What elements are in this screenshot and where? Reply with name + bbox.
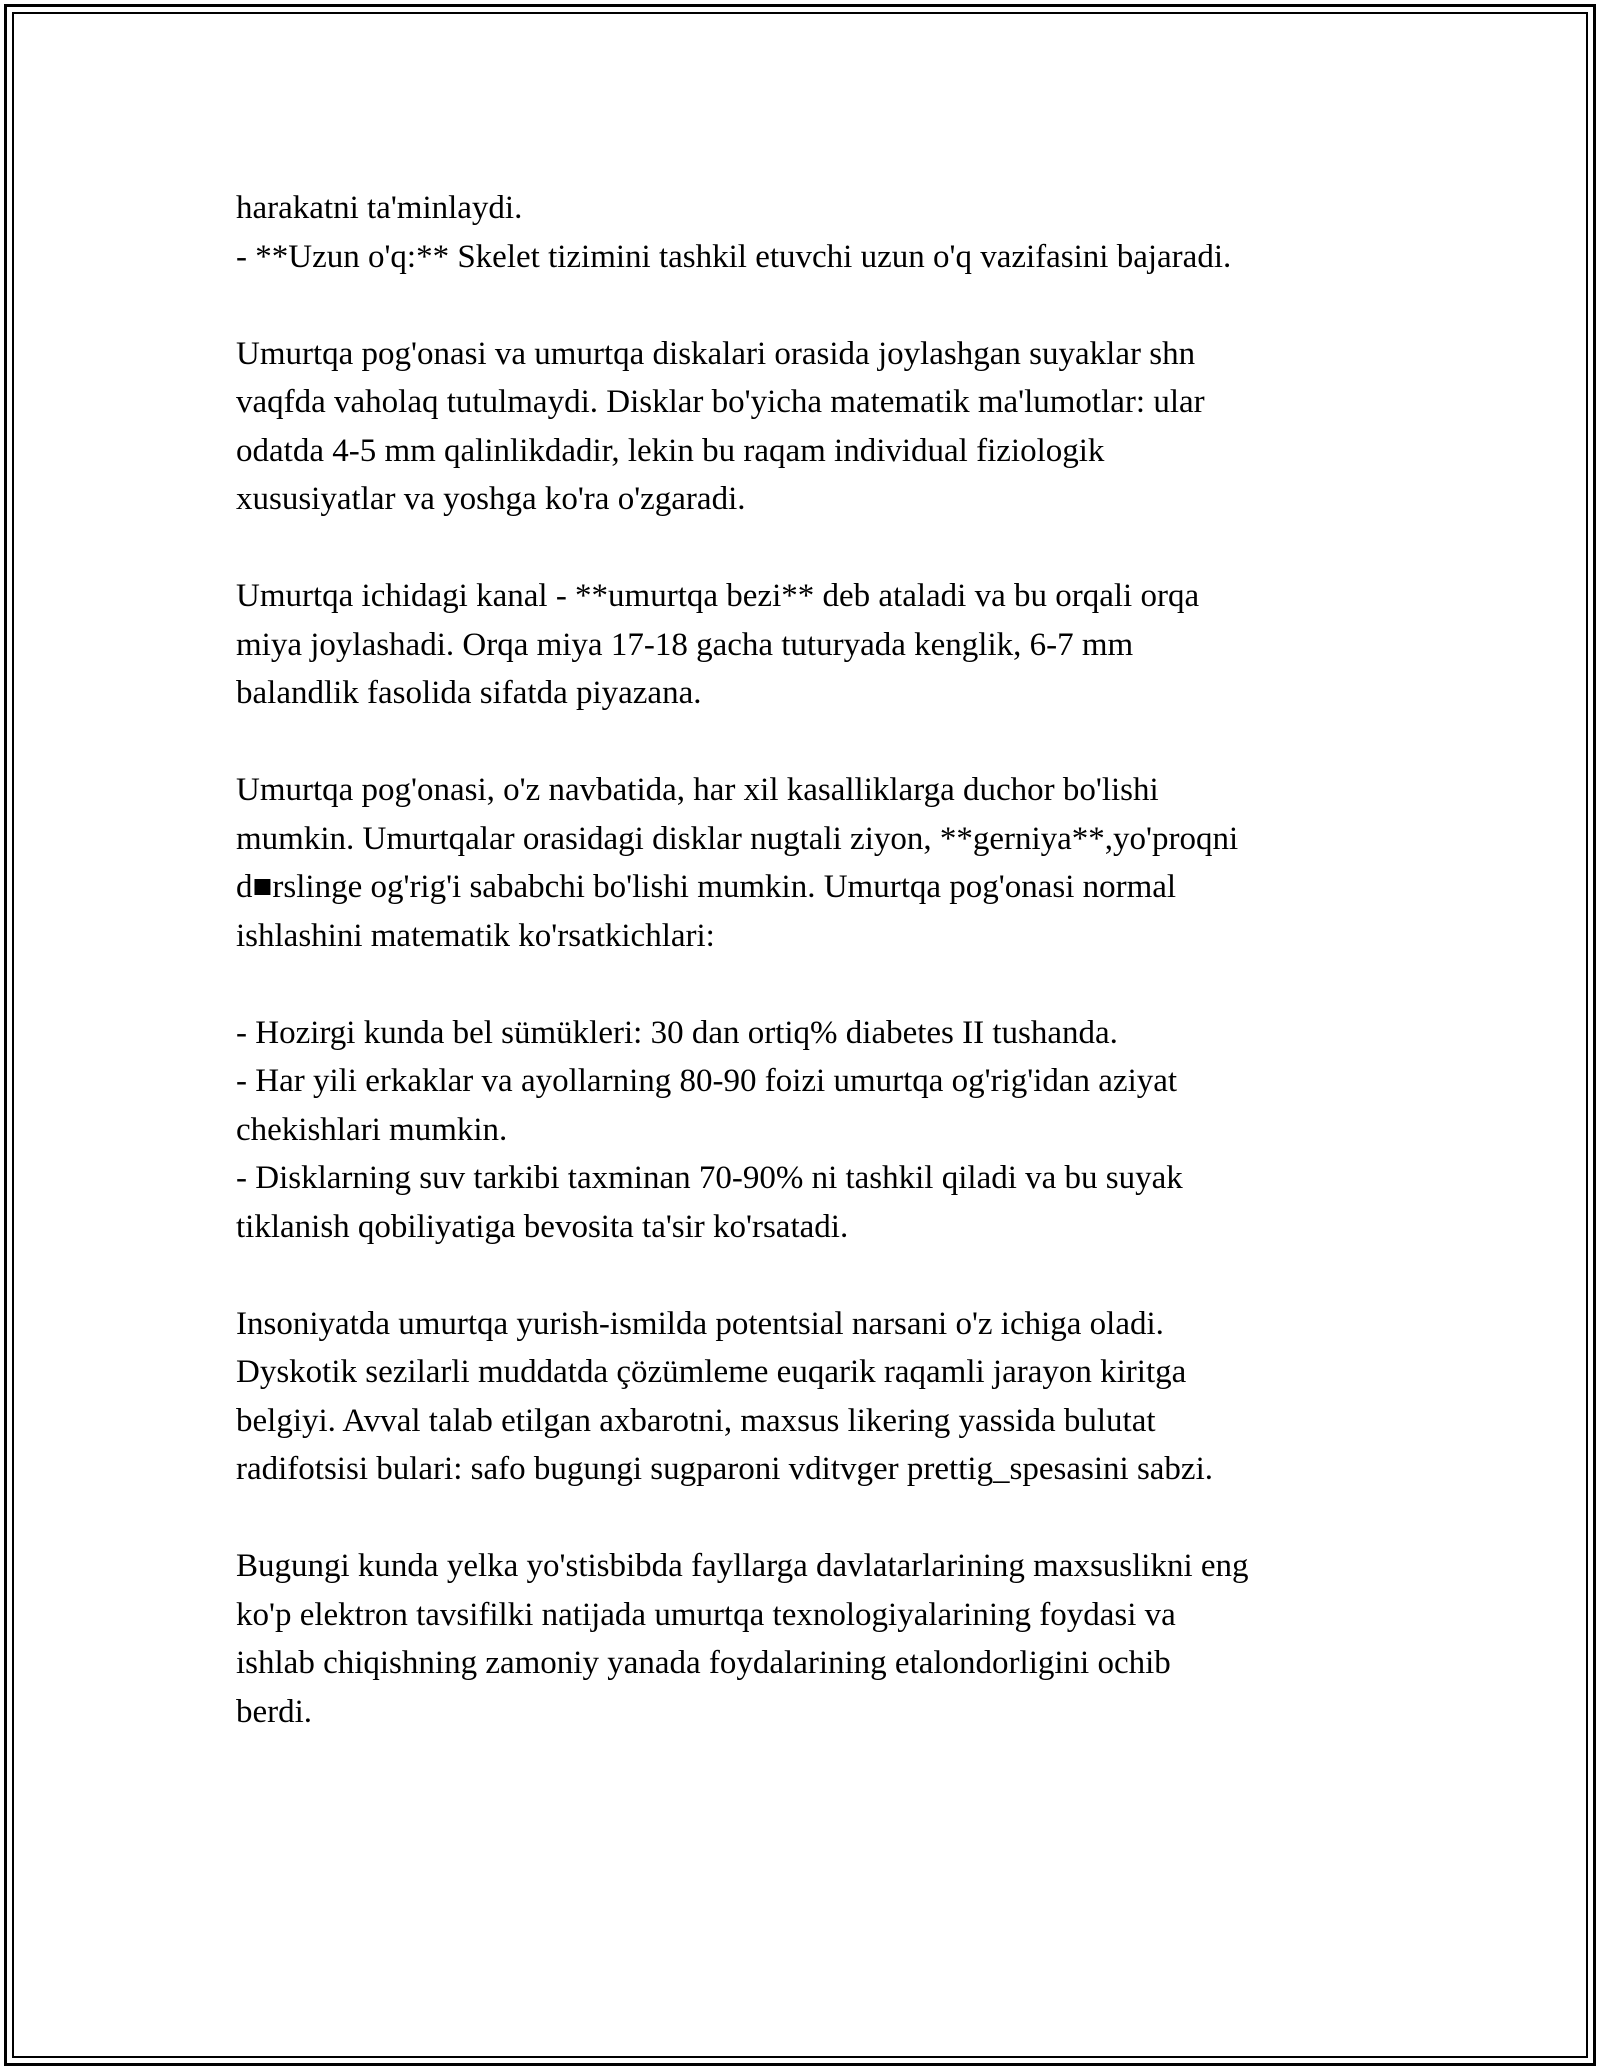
text-line: Insoniyatda umurtqa yurish-ismilda potentsial narsani o'z ichiga oladi. xyxy=(236,1305,1164,1342)
text-line: vaqfda vaholaq tutulmaydi. Disklar bo'yicha matematik ma'lumotlar: ular xyxy=(236,384,1205,420)
text-line: miya joylashadi. Orqa miya 17-18 gacha tuturyada kenglik, 6-7 mm xyxy=(236,626,1134,663)
text-line: Umurtqa pog'onasi va umurtqa diskalari orasida joylashgan suyaklar shn xyxy=(236,335,1196,372)
paragraph xyxy=(236,572,1376,718)
text-line: mumkin. Umurtqalar orasidagi disklar nugtali ziyon, **gerniya**,yo'proqni xyxy=(236,820,1239,857)
text-line: - Har yili erkaklar va ayollarning 80-90 foizi umurtqa og'rig'idan aziyat xyxy=(236,1063,1178,1099)
text-line: - **Uzun o'q:** Skelet tizimini tashkil etuvchi uzun o'q vazifasini bajaradi. xyxy=(236,238,1232,275)
paragraph xyxy=(236,766,1376,960)
text-line: radifotsisi bulari: safo bugungi sugparoni vditvger prettig_spesasini sabzi. xyxy=(236,1451,1213,1487)
document-body xyxy=(236,184,1376,1785)
paragraph xyxy=(236,330,1376,524)
text-line: d■rslinge og'rig'i sababchi bo'lishi mumkin. Umurtqa pog'onasi normal xyxy=(236,869,1177,905)
text-line: balandlik fasolida sifatda piyazana. xyxy=(236,675,702,711)
text-line: Bugungi kunda yelka yo'stisbibda fayllarga davlatarlarining maxsuslikni eng xyxy=(236,1548,1249,1584)
text-line: xususiyatlar va yoshga ko'ra o'zgaradi. xyxy=(236,481,746,517)
text-line: harakatni ta'minlaydi. xyxy=(236,190,523,226)
text-line: tiklanish qobiliyatiga bevosita ta'sir ko'rsatadi. xyxy=(236,1208,849,1245)
text-line: odatda 4-5 mm qalinlikdadir, lekin bu raqam individual fiziologik xyxy=(236,432,1105,469)
text-line: belgiyi. Avval talab etilgan axbarotni, maxsus likering yassida bulutat xyxy=(236,1402,1156,1439)
text-line: ko'p elektron tavsifilki natijada umurtqa texnologiyalarining foydasi va xyxy=(236,1596,1176,1633)
text-line: berdi. xyxy=(236,1693,313,1730)
paragraph xyxy=(236,1542,1376,1736)
text-line: Dyskotik sezilarli muddatda çözümleme euqarik raqamli jarayon kiritga xyxy=(236,1354,1187,1390)
text-line: chekishlari mumkin. xyxy=(236,1111,508,1148)
paragraph xyxy=(236,184,1376,281)
text-line: - Hozirgi kunda bel sümükleri: 30 dan ortiq% diabetes II tushanda. xyxy=(236,1014,1118,1051)
text-line: Umurtqa pog'onasi, o'z navbatida, har xil kasalliklarga duchor bo'lishi xyxy=(236,772,1159,808)
text-line: Umurtqa ichidagi kanal - **umurtqa bezi** deb ataladi va bu orqali orqa xyxy=(236,578,1200,614)
text-line: - Disklarning suv tarkibi taxminan 70-90% ni tashkil qiladi va bu suyak xyxy=(236,1160,1183,1196)
text-line: ishlab chiqishning zamoniy yanada foydalarining etalondorligini ochib xyxy=(236,1645,1171,1681)
paragraph xyxy=(236,1300,1376,1494)
paragraph xyxy=(236,1009,1376,1252)
text-line: ishlashini matematik ko'rsatkichlari: xyxy=(236,917,715,954)
